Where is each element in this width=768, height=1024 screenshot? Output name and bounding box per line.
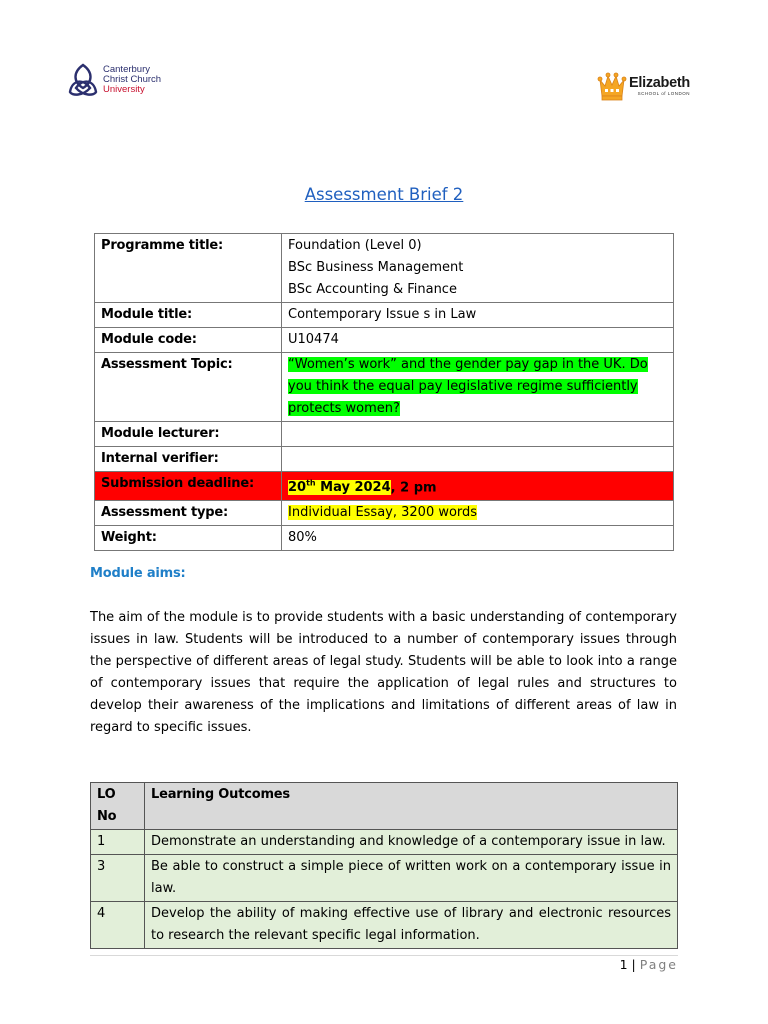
weight-value: 80% xyxy=(282,526,674,551)
module-aims-text: The aim of the module is to provide students with a basic understanding of contemporary issues in law. Students will be introduced to a number of contemporary issues through the perspective of different areas of legal study. Students will be able to look into a range of contemporary issues that require the application of legal rules and structures to develop their awareness of the implications and limitations of different areas of law in regard to specific issues. xyxy=(90,610,677,735)
table-row xyxy=(95,472,674,501)
lo-outcome-cell: Be able to construct a simple piece of written work on a contemporary issue in law. xyxy=(145,855,678,902)
programme-line: Foundation (Level 0) xyxy=(288,238,422,253)
table-row xyxy=(95,526,674,551)
deadline-day: 20 xyxy=(288,480,307,496)
esl-logo xyxy=(597,70,690,102)
module-lecturer-value xyxy=(282,422,674,447)
module-code-label: Module code: xyxy=(95,328,282,353)
module-title-value: Contemporary Issue s in Law xyxy=(282,303,674,328)
cccu-line2: Christ Church xyxy=(103,74,162,85)
learning-outcomes-table xyxy=(90,782,678,949)
esl-name: Elizabeth xyxy=(629,74,690,91)
assessment-topic-label: Assessment Topic: xyxy=(95,353,282,422)
table-row xyxy=(91,855,678,902)
submission-deadline-label: Submission deadline: xyxy=(95,472,282,501)
table-row xyxy=(95,422,674,447)
deadline-time: , 2 pm xyxy=(390,480,437,496)
page-number: 1 xyxy=(619,957,628,972)
cccu-logo-text xyxy=(103,65,161,95)
programme-line: BSc Accounting & Finance xyxy=(288,282,457,297)
lo-no-header: LO No xyxy=(91,783,145,830)
lo-outcome-cell: Demonstrate an understanding and knowledge of a contemporary issue in law. xyxy=(145,830,678,855)
lo-no-cell: 1 xyxy=(91,830,145,855)
assessment-type-value xyxy=(282,501,674,526)
assessment-info-table xyxy=(94,233,674,551)
table-row xyxy=(95,501,674,526)
table-row xyxy=(91,830,678,855)
assessment-type-text: Individual Essay, 3200 words xyxy=(288,505,478,521)
submission-deadline-value xyxy=(282,472,674,501)
cccu-logo xyxy=(66,62,161,98)
cccu-line1: Canterbury xyxy=(103,64,150,75)
weight-label: Weight: xyxy=(95,526,282,551)
table-row xyxy=(95,303,674,328)
table-row xyxy=(95,447,674,472)
crown-icon xyxy=(597,70,627,102)
page-footer xyxy=(620,957,678,972)
deadline-day-suffix: th xyxy=(306,479,316,488)
footer-divider xyxy=(90,955,678,956)
page-label: Page xyxy=(639,957,678,972)
footer-separator: | xyxy=(627,957,640,972)
internal-verifier-label: Internal verifier: xyxy=(95,447,282,472)
assessment-topic-value xyxy=(282,353,674,422)
cccu-line3: University xyxy=(103,84,145,95)
programme-title-label: Programme title: xyxy=(95,234,282,303)
esl-subtitle: SCHOOL of LONDON xyxy=(637,90,690,96)
deadline-month-year: May 2024 xyxy=(315,480,391,496)
page-title: Assessment Brief 2 xyxy=(304,185,464,204)
deadline-date xyxy=(288,480,391,495)
cccu-knot-icon xyxy=(66,62,100,98)
module-aims-heading: Module aims: xyxy=(90,566,186,581)
table-row xyxy=(91,902,678,949)
assessment-type-label: Assessment type: xyxy=(95,501,282,526)
esl-logo-text xyxy=(629,76,690,97)
assessment-topic-text: “Women’s work” and the gender pay gap in the UK. Do you think the equal pay legislative regime sufficiently protects women? xyxy=(288,357,648,416)
lo-outcome-cell: Develop the ability of making effective use of library and electronic resources to research the relevant specific legal information. xyxy=(145,902,678,949)
programme-title-value xyxy=(282,234,674,303)
table-row xyxy=(95,234,674,303)
programme-line: BSc Business Management xyxy=(288,260,464,275)
lo-no-cell: 3 xyxy=(91,855,145,902)
table-row xyxy=(95,353,674,422)
module-code-value: U10474 xyxy=(282,328,674,353)
module-title-label: Module title: xyxy=(95,303,282,328)
table-row xyxy=(95,328,674,353)
internal-verifier-value xyxy=(282,447,674,472)
lo-no-cell: 4 xyxy=(91,902,145,949)
module-lecturer-label: Module lecturer: xyxy=(95,422,282,447)
lo-outcome-header: Learning Outcomes xyxy=(145,783,678,830)
table-header-row xyxy=(91,783,678,830)
